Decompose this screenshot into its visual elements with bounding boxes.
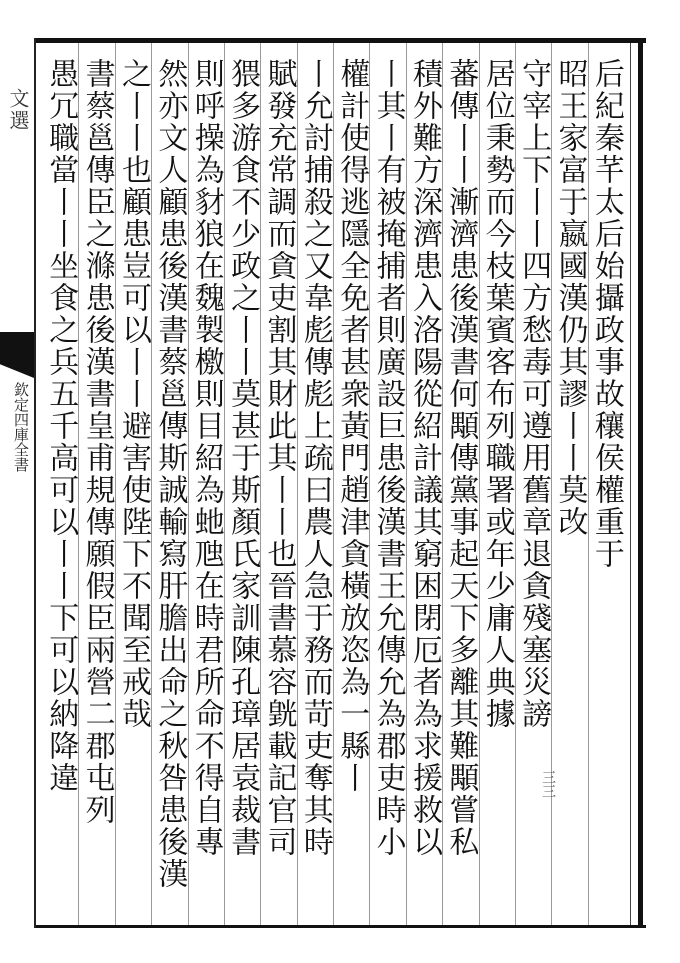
gutter-top-text: 文選 <box>6 88 30 132</box>
inner-right-border <box>630 43 631 925</box>
text-column: 后紀秦芊太后始攝政事故穰侯權重于 <box>588 58 624 570</box>
text-column: 守宰上下丨丨四方愁毒可遵用舊章退貪殘塞災謗 <box>516 58 552 730</box>
text-column: 賦發充常調而貪吏割其財此其丨丨也晉書慕容皝載記官司 <box>261 58 297 858</box>
fish-tail-mark <box>0 332 34 378</box>
text-column: 愚冗職當丨丨坐食之兵五千高可以丨丨下可以納降違 <box>43 58 79 794</box>
gutter-book-title: 欽定四庫全書 <box>12 382 30 472</box>
text-column: 則呼操為豺狼在魏製檄則目紹為虵虺在時君所命不得自專 <box>188 58 224 858</box>
text-column: 權計使得逃隱全免者甚衆黃門趙津貪橫放恣為一縣丨 <box>334 58 370 794</box>
text-column: 昭王家富于嬴國漢仍其謬丨丨莫改 <box>552 58 588 538</box>
text-column: 書蔡邕傳臣之滌患後漢書皇甫規傳願假臣兩營二郡屯列 <box>79 58 115 826</box>
text-column: 居位秉勢而今枝葉賓客布列職署或年少庸人典據 <box>479 58 515 730</box>
text-column: 丨其丨有被掩捕者則廣設巨患後漢書王允傳允為郡吏時小 <box>370 58 406 858</box>
right-border <box>638 38 643 928</box>
page-number: 三三 <box>540 770 556 798</box>
binding-gutter <box>0 38 34 928</box>
text-column: 蕃傳丨丨漸濟患後漢書何顒傳黨事起天下多離其難顒嘗私 <box>443 58 479 858</box>
text-column: 之丨丨也顧患豈可以丨丨避害使陛下不聞至戒哉 <box>115 58 151 730</box>
top-border <box>34 38 646 43</box>
text-column: 丨允討捕殺之又韋彪傳彪上疏曰農人急于務而苛吏奪其時 <box>297 58 333 858</box>
text-column: 積外難方深濟患入洛陽從紹計議其窮困閉厄者為求援救以 <box>406 58 442 858</box>
bottom-border <box>34 925 646 928</box>
text-column: 猥多游食不少政之丨丨莫甚于斯顏氏家訓陳孔璋居袁裁書 <box>225 58 261 858</box>
left-border <box>34 38 36 928</box>
text-column: 然亦文人顧患後漢書蔡邕傳斯誠輸寫肝膽出命之秋咎患後漢 <box>152 58 188 890</box>
